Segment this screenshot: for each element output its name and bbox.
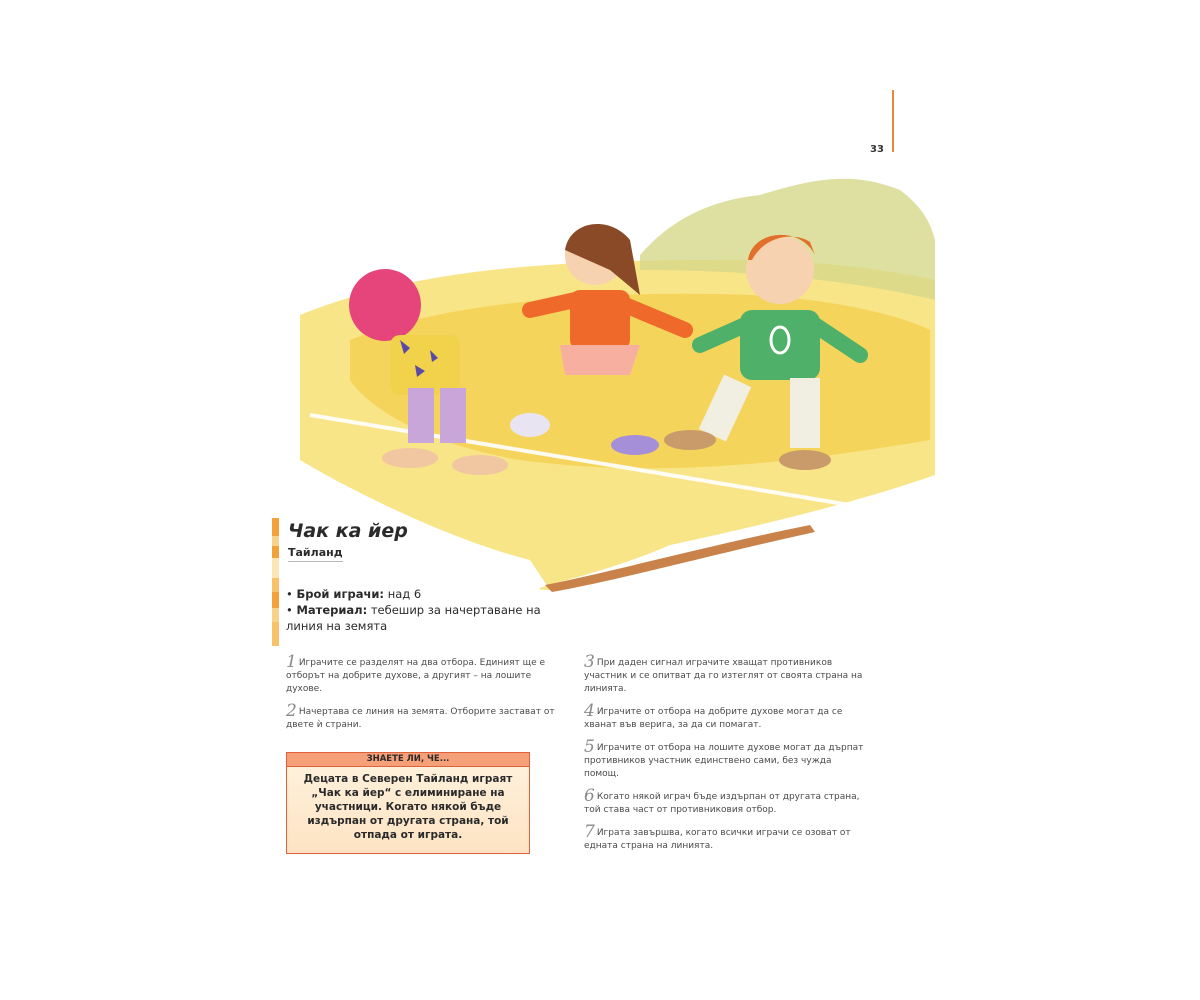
step-item bbox=[584, 786, 866, 817]
fact-value: над 6 bbox=[387, 587, 422, 601]
steps-right-column bbox=[584, 652, 866, 862]
page-edge-line bbox=[892, 90, 894, 152]
step-item bbox=[584, 822, 866, 853]
step-item bbox=[286, 701, 568, 732]
step-item bbox=[584, 701, 866, 732]
fact-value: тебешир за начертаване на линия на земята bbox=[286, 603, 541, 633]
page-number: 33 bbox=[870, 144, 884, 155]
fact-label: Материал: bbox=[296, 603, 368, 617]
game-country: Тайланд bbox=[288, 546, 343, 562]
fact-label: Брой играчи: bbox=[296, 587, 385, 601]
step-item bbox=[584, 737, 866, 781]
step-number: 6 bbox=[584, 786, 595, 806]
step-text: При даден сигнал играчите хващат противников участник и се опитват да го изтеглят от своята страна на линията. bbox=[584, 658, 863, 694]
game-facts bbox=[286, 586, 566, 634]
steps-left-column bbox=[286, 652, 568, 741]
step-item bbox=[584, 652, 866, 696]
step-number: 1 bbox=[286, 652, 297, 672]
did-you-know-text: Децата в Северен Тайланд играят „Чак ка йер“ с елиминиране на участници. Когато някой бъде издърпан от другата страна, той отпада от играта. bbox=[303, 773, 513, 841]
game-title: Чак ка йер bbox=[288, 520, 408, 542]
step-number: 3 bbox=[584, 652, 595, 672]
step-text: Играта завършва, когато всички играчи се озоват от едната страна на линията. bbox=[584, 828, 851, 851]
step-text: Играчите от отбора на лошите духове могат да дърпат противников участник единствено сами, без чужда помощ. bbox=[584, 743, 864, 779]
step-number: 7 bbox=[584, 822, 595, 842]
did-you-know-box bbox=[286, 752, 530, 854]
step-number: 2 bbox=[286, 701, 297, 721]
fact-item-players: • Брой играчи: над 6 bbox=[286, 587, 422, 601]
step-text: Играчите от отбора на добрите духове могат да се хванат във верига, за да си помагат. bbox=[584, 707, 843, 730]
step-text: Играчите се разделят на два отбора. Единият ще е отборът на добрите духове, а другият – на лошите духове. bbox=[286, 658, 546, 694]
step-number: 5 bbox=[584, 737, 595, 757]
step-text: Когато някой играч бъде издърпан от другата страна, той става част от противниковия отбор. bbox=[584, 792, 860, 815]
step-text: Начертава се линия на земята. Отборите застават от двете ѝ страни. bbox=[286, 707, 555, 730]
fact-item-material: • Материал: тебешир за начертаване на линия на земята bbox=[286, 603, 541, 633]
did-you-know-heading: ЗНАЕТЕ ЛИ, ЧЕ... bbox=[287, 753, 529, 767]
step-item bbox=[286, 652, 568, 696]
step-number: 4 bbox=[584, 701, 595, 721]
